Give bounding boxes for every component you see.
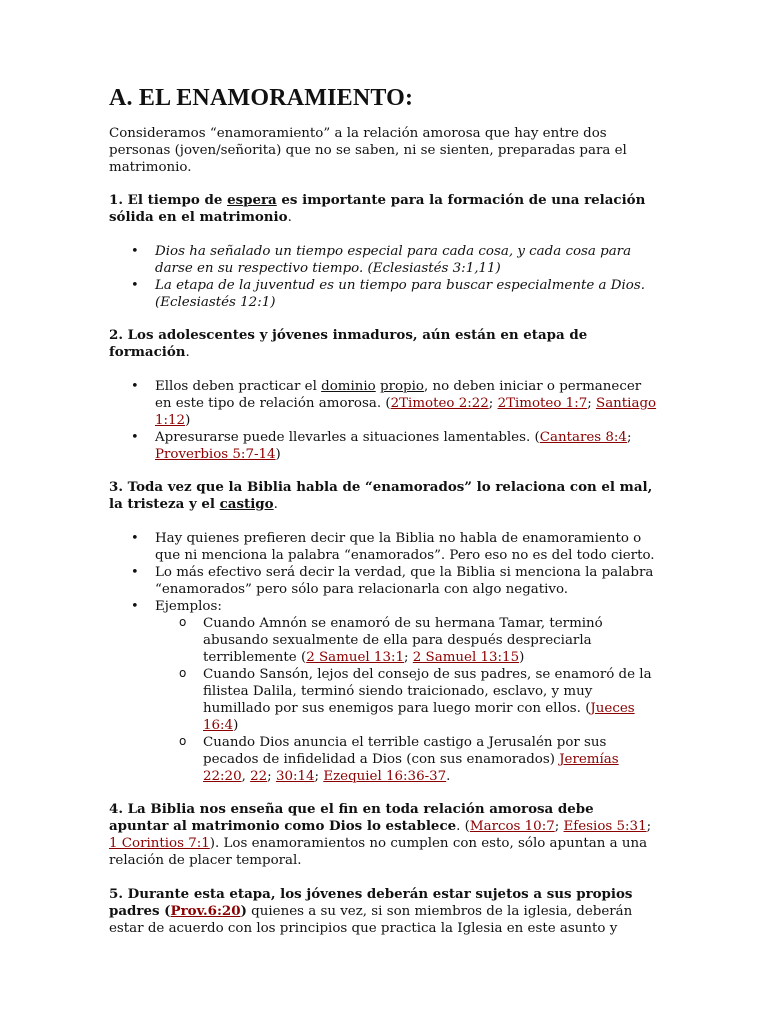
section-1-heading: 1. El tiempo de espera es importante para la formación de una relación sólida en el matrimonio. bbox=[109, 192, 646, 225]
list-item: • Dios ha señalado un tiempo especial para cada cosa, y cada cosa para darse en su respectivo tiempo. (Eclesiastés 3:1,11) bbox=[155, 243, 657, 277]
list-item: • Lo más efectivo será decir la verdad, que la Biblia si menciona la palabra “enamorados” pero sólo para relacionarla con algo negativo. bbox=[155, 564, 657, 598]
bible-ref-link[interactable]: Santiago 1:12 bbox=[155, 396, 657, 428]
bible-ref-link[interactable]: Marcos 10:7 bbox=[469, 819, 555, 834]
bible-ref-link[interactable]: Jueces 16:4 bbox=[203, 701, 635, 733]
section-3-heading: 3. Toda vez que la Biblia habla de “enamorados” lo relaciona con el mal, la tristeza y el castigo. bbox=[109, 479, 653, 512]
bible-ref-link[interactable]: Efesios 5:31 bbox=[563, 819, 647, 834]
document-page bbox=[109, 84, 657, 954]
underlined-word: castigo bbox=[219, 496, 274, 512]
list-item: • Ellos deben practicar el dominio propio, no deben iniciar o permanecer en este tipo de relación amorosa. (2Timoteo 2:22; 2Timoteo 1:7; Santiago 1:12) bbox=[155, 378, 657, 429]
list-item: • Hay quienes prefieren decir que la Biblia no habla de enamoramiento o que ni menciona la palabra “enamorados”. Pero eso no es del todo cierto. bbox=[155, 530, 657, 564]
bible-ref-link[interactable]: Ezequiel 16:36-37 bbox=[323, 769, 447, 784]
bible-ref-link[interactable]: 2 Samuel 13:1 bbox=[306, 650, 404, 665]
underlined-word: dominio bbox=[321, 379, 376, 394]
bible-ref-link[interactable]: Cantares 8:4 bbox=[539, 430, 627, 445]
bible-ref-link[interactable]: Jeremías 22:20 bbox=[203, 752, 619, 784]
bible-ref-link[interactable]: 30:14 bbox=[275, 769, 315, 784]
section-5-heading: 5. Durante esta etapa, los jóvenes deberán estar sujetos a sus propios padres (Prov.6:20) bbox=[109, 886, 633, 919]
section-4-paragraph: 4. La Biblia nos enseña que el fin en toda relación amorosa debe apuntar al matrimonio como Dios lo establece. (Marcos 10:7; Efesios 5:31; 1 Corintios 7:1). Los enamoramientos no cumplen con esto, sólo apuntan a una relación de placer temporal. bbox=[109, 801, 652, 868]
section-5-paragraph: 5. Durante esta etapa, los jóvenes deberán estar sujetos a sus propios padres (Prov.6:20) quienes a su vez, si son miembros de la iglesia, deberán estar de acuerdo con los principios que practica la Iglesia en este asunto y bbox=[109, 886, 633, 936]
list-item: • La etapa de la juventud es un tiempo para buscar especialmente a Dios. (Eclesiastés 12:1) bbox=[155, 277, 657, 311]
underlined-word: propio bbox=[380, 379, 424, 394]
list-item: • Ejemplos: o Cuando Amnón se enamoró de su hermana Tamar, terminó abusando sexualmente de ella para después despreciarla terriblemente (2 Samuel 13:1; 2 Samuel 13:15) o Cuando Sansón, lejos del consejo de sus padres, se enamoró de la filistea Dalila, terminó siendo traicionado, esclavo, y muy humillado por sus enemigos para luego morir con ellos. (Jueces 16:4) o Cuando Dios anuncia el terrible castigo a Jerusalén por sus pecados de infidelidad a Dios (con sus enamorados) Jeremías 22:20, 22; 30:14; Ezequiel 16:36-37. bbox=[155, 598, 657, 785]
sublist-item: o Cuando Dios anuncia el terrible castigo a Jerusalén por sus pecados de infidelidad a Dios (con sus enamorados) Jeremías 22:20, 22; 30:14; Ezequiel 16:36-37. bbox=[203, 734, 657, 785]
sublist-item: o Cuando Sansón, lejos del consejo de sus padres, se enamoró de la filistea Dalila, terminó siendo traicionado, esclavo, y muy humillado por sus enemigos para luego morir con ellos. (Jueces 16:4) bbox=[203, 666, 657, 734]
list-item: • Apresurarse puede llevarles a situaciones lamentables. (Cantares 8:4; Proverbios 5:7-14) bbox=[155, 429, 657, 463]
section-2-heading: 2. Los adolescentes y jóvenes inmaduros, aún están en etapa de formación. bbox=[109, 327, 588, 360]
underlined-word: espera bbox=[227, 192, 277, 208]
bible-ref-link[interactable]: 2Timoteo 2:22 bbox=[390, 396, 489, 411]
section-1-list bbox=[109, 243, 657, 311]
bible-ref-link[interactable]: 22 bbox=[250, 769, 268, 784]
bible-ref-link[interactable]: 1 Corintios 7:1 bbox=[109, 836, 210, 851]
intro-paragraph: Consideramos “enamoramiento” a la relación amorosa que hay entre dos personas (joven/señorita) que no se saben, ni se sienten, preparadas para el matrimonio. bbox=[109, 126, 627, 175]
sublist-item: o Cuando Amnón se enamoró de su hermana Tamar, terminó abusando sexualmente de ella para después despreciarla terriblemente (2 Samuel 13:1; 2 Samuel 13:15) bbox=[203, 615, 657, 666]
page-title: A. EL ENAMORAMIENTO: bbox=[109, 85, 414, 111]
section-4-heading: 4. La Biblia nos enseña que el fin en toda relación amorosa debe apuntar al matrimonio como Dios lo establece bbox=[109, 801, 594, 834]
section-3-list bbox=[109, 530, 657, 785]
bible-ref-link[interactable]: 2 Samuel 13:15 bbox=[412, 650, 520, 665]
section-2-list bbox=[109, 378, 657, 463]
bible-ref-link[interactable]: 2Timoteo 1:7 bbox=[497, 396, 588, 411]
bible-ref-link[interactable]: Proverbios 5:7-14 bbox=[155, 447, 276, 462]
bible-ref-link[interactable]: Prov.6:20 bbox=[170, 903, 241, 919]
examples-sublist bbox=[155, 615, 657, 785]
